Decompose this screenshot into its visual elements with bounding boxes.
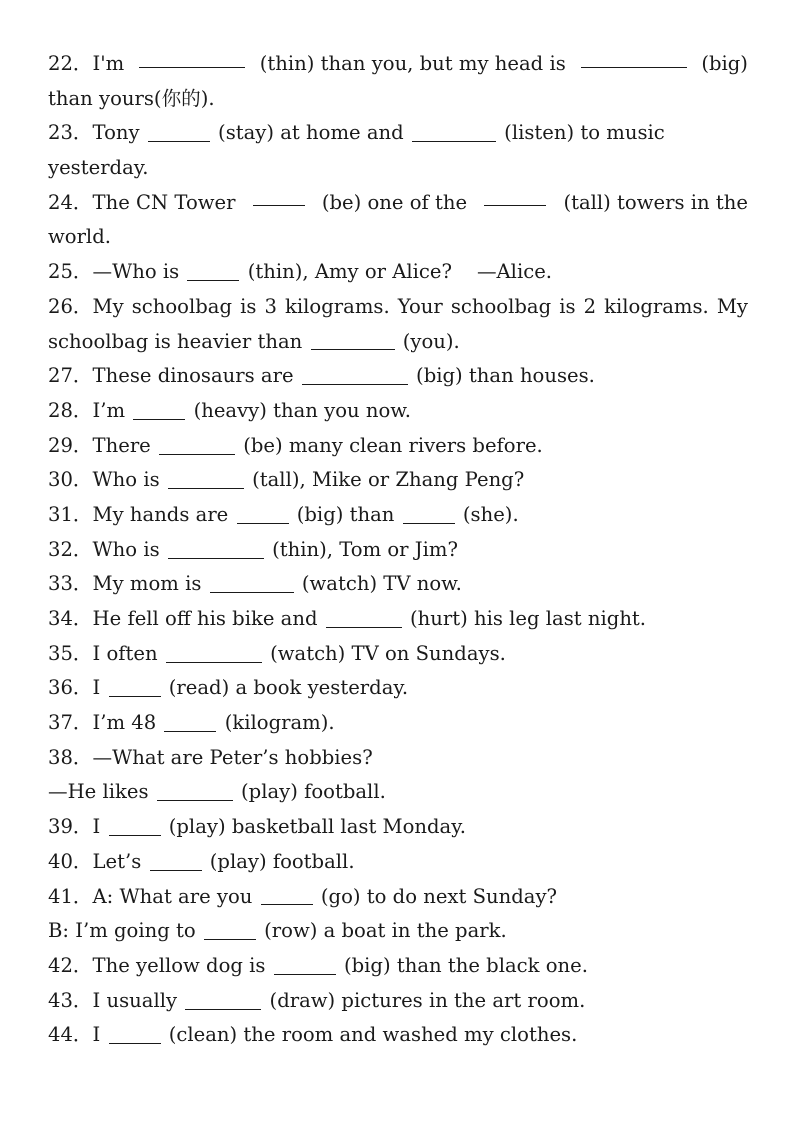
question-27: 27．These dinosaurs are (big) than houses. xyxy=(48,364,595,388)
answer-blank[interactable] xyxy=(253,186,305,207)
answer-blank[interactable] xyxy=(237,503,289,524)
answer-blank[interactable] xyxy=(210,573,294,594)
question-26: 26． My schoolbag is 3 kilograms. Your schoolbag is 2 kilograms. My xyxy=(48,294,748,318)
question-23-cont: yesterday. xyxy=(48,156,149,180)
answer-blank[interactable] xyxy=(168,538,264,559)
question-29: 29．There (be) many clean rivers before. xyxy=(48,433,543,457)
answer-blank[interactable] xyxy=(164,711,216,732)
question-22 xyxy=(48,47,748,82)
question-23: 23．Tony (stay) at home and (listen) to music xyxy=(48,121,665,145)
answer-blank[interactable] xyxy=(311,330,395,351)
question-32: 32．Who is (thin), Tom or Jim? xyxy=(48,537,458,561)
answer-blank[interactable] xyxy=(166,642,262,663)
question-25: 25．—Who is (thin), Amy or Alice? —Alice. xyxy=(48,260,553,284)
question-28: 28．I’m (heavy) than you now. xyxy=(48,398,411,422)
question-26-cont: schoolbag is heavier than (you). xyxy=(48,329,460,353)
answer-blank[interactable] xyxy=(274,954,336,975)
answer-blank[interactable] xyxy=(157,781,233,802)
answer-blank[interactable] xyxy=(150,850,202,871)
answer-blank[interactable] xyxy=(109,1024,161,1045)
question-41: 41．A: What are you (go) to do next Sunday? xyxy=(48,884,558,908)
answer-blank[interactable] xyxy=(148,122,210,143)
question-42: 42．The yellow dog is (big) than the black one. xyxy=(48,953,588,977)
answer-blank[interactable] xyxy=(403,503,455,524)
question-38-cont: —He likes (play) football. xyxy=(48,780,386,804)
answer-blank[interactable] xyxy=(187,260,239,281)
question-30: 30．Who is (tall), Mike or Zhang Peng? xyxy=(48,468,525,492)
question-41-cont: B: I’m going to (row) a boat in the park. xyxy=(48,919,507,943)
question-31: 31．My hands are (big) than (she). xyxy=(48,502,519,526)
worksheet xyxy=(48,47,748,1053)
q22-text-2: (thin) than you, but my head is xyxy=(259,52,566,75)
question-43: 43．I usually (draw) pictures in the art room. xyxy=(48,988,586,1012)
answer-blank[interactable] xyxy=(185,989,261,1010)
answer-blank[interactable] xyxy=(261,885,313,906)
question-35: 35．I often (watch) TV on Sundays. xyxy=(48,641,506,665)
answer-blank[interactable] xyxy=(484,186,546,207)
answer-blank[interactable] xyxy=(168,469,244,490)
answer-blank[interactable] xyxy=(326,607,402,628)
question-34: 34．He fell off his bike and (hurt) his leg last night. xyxy=(48,607,647,630)
question-24-cont: world. xyxy=(48,225,111,249)
answer-blank[interactable] xyxy=(109,815,161,836)
q22-text-1: 22．I'm xyxy=(48,52,125,75)
q22-text-3: (big) xyxy=(701,52,748,75)
question-22-cont: than yours(你的). xyxy=(48,86,215,110)
answer-blank[interactable] xyxy=(302,365,408,386)
question-39: 39．I (play) basketball last Monday. xyxy=(48,815,466,839)
answer-blank[interactable] xyxy=(581,47,687,68)
answer-blank[interactable] xyxy=(133,399,185,420)
answer-blank[interactable] xyxy=(139,47,245,68)
question-37: 37．I’m 48 (kilogram). xyxy=(48,711,335,735)
question-33: 33．My mom is (watch) TV now. xyxy=(48,572,462,596)
question-40: 40．Let’s (play) football. xyxy=(48,849,355,873)
question-24: 24．The CN Tower (be) one of the (tall) towers in the xyxy=(48,186,748,221)
answer-blank[interactable] xyxy=(412,122,496,143)
question-38: 38．—What are Peter’s hobbies? xyxy=(48,745,373,769)
question-44: 44．I (clean) the room and washed my clothes. xyxy=(48,1023,578,1047)
answer-blank[interactable] xyxy=(159,434,235,455)
answer-blank[interactable] xyxy=(204,920,256,941)
question-36: 36．I (read) a book yesterday. xyxy=(48,676,409,700)
answer-blank[interactable] xyxy=(109,677,161,698)
